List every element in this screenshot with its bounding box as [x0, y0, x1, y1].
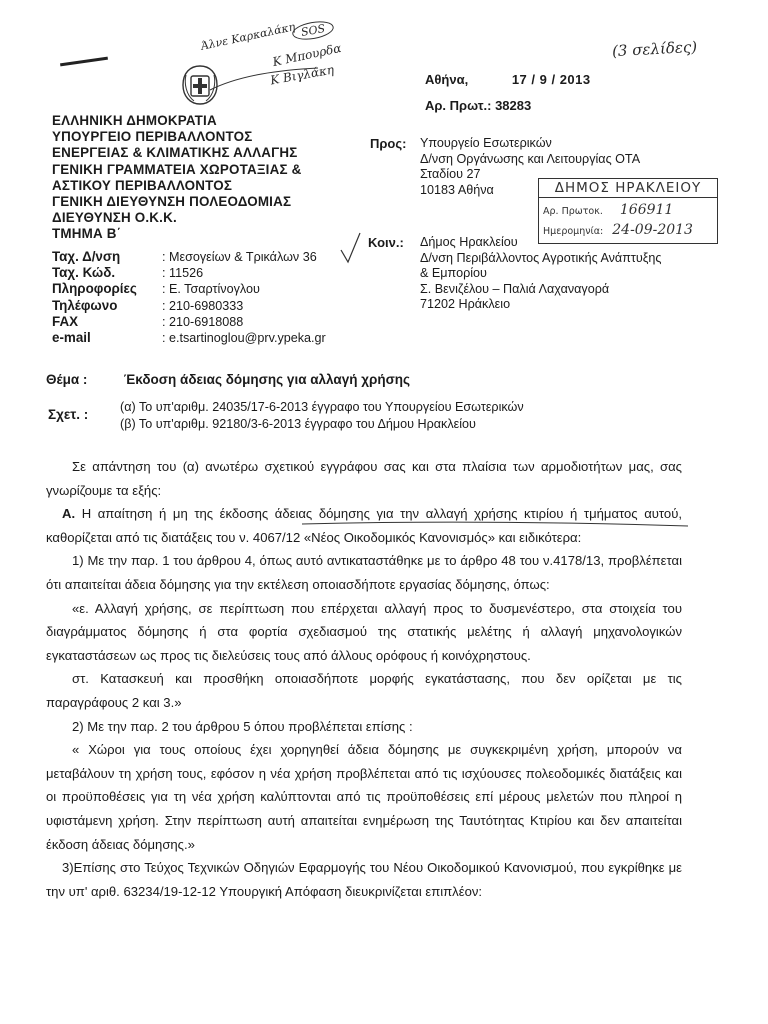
address-line: Δήμος Ηρακλείου	[420, 235, 518, 249]
check-mark-icon	[338, 230, 364, 266]
related-list	[120, 399, 524, 433]
date-line	[425, 72, 591, 87]
related-item: (β) Το υπ'αριθμ. 92180/3-6-2013 έγγραφο του Δήμου Ηρακλείου	[120, 417, 476, 431]
sender-line: ΓΕΝΙΚΗ ΓΡΑΜΜΑΤΕΙΑ ΧΩΡΟΤΑΞΙΑΣ &	[52, 161, 302, 177]
stamp-protocol	[539, 198, 717, 218]
address-line: & Εμπορίου	[420, 266, 487, 280]
stamp-protocol-value: 166911	[619, 202, 674, 218]
handwritten-note: Κ Μπουρδα	[271, 40, 343, 70]
body-paragraph: 2) Με την παρ. 2 του άρθρου 5 όπου προβλέπεται επίσης :	[72, 718, 413, 734]
address-line: Σταδίου 27	[420, 167, 481, 181]
body-paragraph-text: Η απαίτηση ή μη της έκδοσης άδειας δόμησης για την αλλαγή χρήσης κτιρίου ή τμήματος αυτού, καθορίζεται από τις διατάξεις του ν. 4067/12 «Νέος Οικοδομικός Κανονισμός» και ειδικότερα:	[46, 506, 682, 545]
date-city: Αθήνα,	[425, 72, 469, 87]
handwritten-page-count: (3 σελίδες)	[611, 37, 698, 61]
contact-value: : 11526	[162, 266, 204, 281]
sender-line: ΓΕΝΙΚΗ ΔΙΕΥΘΥΝΣΗ ΠΟΛΕΟΔΟΜΙΑΣ	[52, 194, 292, 210]
scan-mark	[60, 57, 108, 67]
sender-line: ΤΜΗΜΑ Β΄	[52, 226, 122, 242]
stamp-date-value: 24-09-2013	[612, 222, 693, 238]
body-paragraph: « Χώροι για τους οποίους έχει χορηγηθεί άδεια δόμησης με συγκεκριμένη χρήση, μπορούν να μεταβάλουν τη χρήση τους, εφόσον η νέα χρήση προβλέπεται από τις ισχύουσες πολεοδομικές διατάξεις και οι προϋποθέσεις για τη νέα χρήση καλύπτονται από τις προϋποθέσεις επί μέρους μελετών που πληροί η υφιστάμενη χρήση. Στην περίπτωση αυτή απαιτείται ενημέρωση της Ταυτότητας Κτιρίου και δεν απαιτείται έκδοση άδειας δόμησης.»	[46, 742, 682, 852]
address-line: Δ/νση Περιβάλλοντος Αγροτικής Ανάπτυξης	[420, 250, 662, 265]
handwritten-underline	[300, 518, 690, 530]
contact-row	[52, 281, 326, 297]
contact-value: : 210-6980333	[162, 298, 244, 313]
cc-address	[420, 235, 661, 313]
sender-line: ΕΝΕΡΓΕΙΑΣ & ΚΛΙΜΑΤΙΚΗΣ ΑΛΛΑΓΗΣ	[52, 145, 298, 161]
contact-label: Ταχ. Κώδ.	[52, 265, 116, 281]
sender-line: ΔΙΕΥΘΥΝΣΗ Ο.Κ.Κ.	[52, 210, 177, 226]
address-line: Σ. Βενιζέλου – Παλιά Λαχαναγορά	[420, 281, 610, 296]
handwritten-note: Άλνε Καρκαλάκη	[199, 20, 297, 53]
contact-block	[52, 249, 326, 346]
subject-label: Θέμα :	[46, 372, 88, 387]
address-line: Δ/νση Οργάνωσης και Λειτουργίας ΟΤΑ	[420, 151, 641, 166]
sender-line: ΕΛΛΗΝΙΚΗ ΔΗΜΟΚΡΑΤΙΑ	[52, 113, 217, 128]
contact-row	[52, 265, 326, 281]
subject-line	[46, 372, 410, 387]
contact-label: Ταχ. Δ/νση	[52, 249, 121, 264]
contact-label: e-mail	[52, 330, 91, 346]
body-paragraph: στ. Κατασκευή και προσθήκη οποιασδήποτε μορφής εγκατάστασης, που δεν ορίζεται με τις παραγράφους 2 και 3.»	[46, 671, 682, 710]
date-value: 17 / 9 / 2013	[511, 72, 591, 87]
section-label: Α.	[62, 506, 76, 522]
contact-label: Τηλέφωνο	[52, 297, 118, 313]
address-line: 10183 Αθήνα	[420, 182, 494, 197]
contact-value: : e.tsartinoglou@prv.ypeka.gr	[162, 331, 326, 346]
address-line: Υπουργείο Εσωτερικών	[420, 136, 552, 150]
cc-label: Κοιν.:	[368, 235, 404, 250]
handwritten-sos: SOS	[291, 18, 335, 42]
subject-text: Έκδοση άδειας δόμησης για αλλαγή χρήσης	[123, 372, 411, 387]
contact-value: : Ε. Τσαρτίνογλου	[162, 282, 260, 297]
body-paragraph: 1) Με την παρ. 1 του άρθρου 4, όπως αυτό αντικαταστάθηκε με το άρθρο 48 του ν.4178/13, προβλέπεται ότι απαιτείται άδεια δόμησης για την εκτέλεση οποιασδήποτε εργασίας δόμησης, όπως:	[46, 553, 682, 592]
body-paragraph: Σε απάντηση του (α) ανωτέρω σχετικού εγγράφου σας και στα πλαίσια των αρμοδιοτήτων μας, σας γνωρίζουμε τα εξής:	[46, 459, 682, 498]
contact-row	[52, 298, 326, 314]
protocol-line	[425, 98, 531, 113]
related-item: (α) Το υπ'αριθμ. 24035/17-6-2013 έγγραφο του Υπουργείου Εσωτερικών	[120, 400, 524, 414]
protocol-label: Αρ. Πρωτ.:	[425, 98, 492, 113]
sender-line: ΥΠΟΥΡΓΕΙΟ ΠΕΡΙΒΑΛΛΟΝΤΟΣ	[52, 129, 253, 145]
contact-label: FAX	[52, 313, 79, 329]
contact-row	[52, 314, 326, 330]
related-label: Σχετ. :	[48, 407, 89, 422]
protocol-value: 38283	[495, 98, 532, 113]
contact-label: Πληροφορίες	[52, 281, 137, 297]
address-line: 71202 Ηράκλειο	[420, 297, 511, 311]
stamp-date-label: Ημερομηνία:	[543, 226, 604, 237]
sender-line: ΑΣΤΙΚΟΥ ΠΕΡΙΒΑΛΛΟΝΤΟΣ	[52, 177, 233, 193]
contact-row	[52, 330, 326, 346]
handwritten-note: Κ Βιγλάκη	[269, 62, 335, 88]
body-paragraph: 3)Επίσης στο Τεύχος Τεχνικών Οδηγιών Εφαρμογής του Νέου Οικοδομικού Κανονισμού, που εγκρίθηκε με την υπ' αριθ. 63234/19-12-12 Υπουργική Απόφαση διευκρινίζεται επιπλέον:	[46, 860, 682, 899]
contact-row	[52, 249, 326, 265]
body-paragraph: «ε. Αλλαγή χρήσης, σε περίπτωση που επέρχεται αλλαγή προς το δυσμενέστερο, στα στοιχεία του διαγράμματος δόμησης ή στα φορτία σχεδιασμού της στατικής μελέτης ή αλλαγή μηχανολογικών εγκαταστάσεων ως προς τις διελεύσεις τους από άλλους ορόφους ή κοινόχρηστους.	[46, 600, 682, 663]
contact-value: : Μεσογείων & Τρικάλων 36	[162, 250, 317, 264]
greek-emblem-icon	[180, 63, 220, 112]
sender-block	[52, 113, 301, 243]
contact-value: : 210-6918088	[162, 314, 244, 329]
stamp-title: ΔΗΜΟΣ ΗΡΑΚΛΕΙΟΥ	[539, 179, 717, 198]
to-label: Προς:	[370, 136, 407, 151]
stamp-protocol-label: Αρ. Πρωτοκ.	[543, 206, 603, 217]
